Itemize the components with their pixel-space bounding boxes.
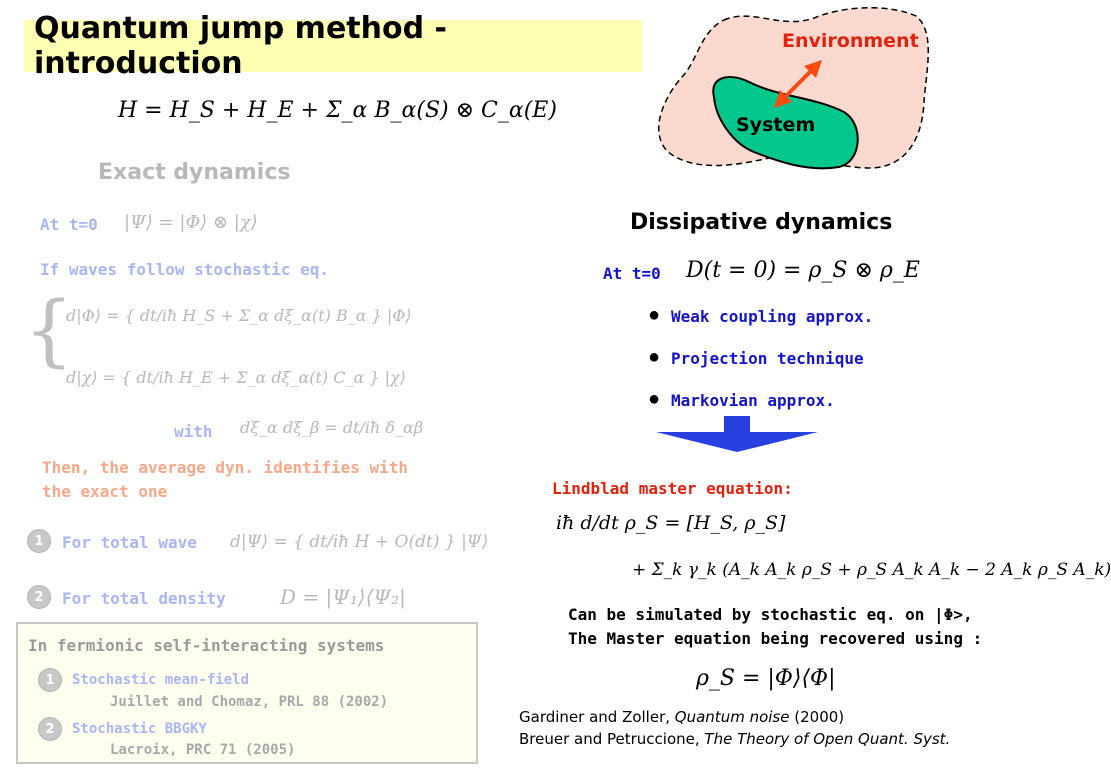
simulated-text-1: Can be simulated by stochastic eq. on |Φ>, <box>568 605 973 624</box>
right-at-t0-equation: D(t = 0) = ρ_S ⊗ ρ_E <box>686 258 920 283</box>
fermionic-item-2-badge: 2 <box>38 717 62 741</box>
environment-label: Environment <box>782 30 919 52</box>
bullet-weak-coupling: Weak coupling approx. <box>671 307 874 326</box>
average-dynamics-text-2: the exact one <box>42 482 168 501</box>
total-density-number-badge: 2 <box>27 585 51 609</box>
fermionic-item-1-ref: Juillet and Chomaz, PRL 88 (2002) <box>110 694 389 710</box>
average-dynamics-text-1: Then, the average dyn. identifies with <box>42 458 409 477</box>
bullet-dot-2: ● <box>648 346 661 368</box>
left-at-t0-equation: |Ψ⟩ = |Φ⟩ ⊗ |χ⟩ <box>124 212 258 233</box>
total-wave-number-badge: 1 <box>27 529 51 553</box>
bullet-projection: Projection technique <box>671 349 864 368</box>
fermionic-item-1-label: Stochastic mean-field <box>72 672 250 688</box>
lindblad-equation-line2: + Σ_k γ_k (A_k A_k ρ_S + ρ_S A_k A_k − 2 A_k ρ_S A_k) <box>632 560 1111 580</box>
reference-2 <box>519 730 950 748</box>
left-at-t0-label: At t=0 <box>40 215 98 234</box>
fermionic-item-1-badge: 1 <box>38 668 62 692</box>
lindblad-equation-line1: iħ d/dt ρ_S = [H_S, ρ_S] <box>556 512 786 534</box>
total-density-equation: D = |Ψ₁⟩⟨Ψ₂| <box>280 585 406 609</box>
fermionic-heading: In fermionic self-interacting systems <box>28 636 385 655</box>
right-at-t0-label: At t=0 <box>603 264 661 283</box>
bullet-dot-3: ● <box>648 388 661 410</box>
noise-correlation-eq: dξ_α dξ_β = dt/iħ δ_αβ <box>240 418 424 437</box>
environment-system-diagram <box>654 2 934 174</box>
fermionic-item-2-label: Stochastic BBGKY <box>72 721 207 737</box>
dissipative-dynamics-heading: Dissipative dynamics <box>630 210 893 235</box>
reference-1 <box>519 708 844 726</box>
system-label: System <box>736 114 816 136</box>
fermionic-item-2-ref: Lacroix, PRC 71 (2005) <box>110 742 296 758</box>
with-label: with <box>174 422 213 441</box>
stochastic-eq-chi: d|χ⟩ = { dt/iħ H_E + Σ_α dξ_α(t) C_α } |χ⟩ <box>66 368 406 387</box>
reference-1-authors: Gardiner and Zoller, <box>519 708 675 726</box>
fermionic-systems-box <box>16 622 478 764</box>
reference-1-title: Quantum noise <box>674 708 790 726</box>
bullet-dot-1: ● <box>648 304 661 326</box>
reference-2-title: The Theory of Open Quant. Syst. <box>704 730 951 748</box>
total-density-label: For total density <box>62 589 226 608</box>
down-arrow-icon <box>656 416 818 452</box>
exact-dynamics-heading: Exact dynamics <box>98 160 291 185</box>
bullet-markovian: Markovian approx. <box>671 391 835 410</box>
system-brace: { <box>24 286 74 376</box>
simulated-text-2: The Master equation being recovered using : <box>568 629 983 648</box>
slide-title: Quantum jump method -introduction <box>24 20 642 72</box>
waves-stochastic-label: If waves follow stochastic eq. <box>40 260 329 279</box>
hamiltonian-equation: H = H_S + H_E + Σ_α B_α(S) ⊗ C_α(E) <box>118 98 557 123</box>
total-wave-equation: d|Ψ⟩ = { dt/iħ H + O(dt) } |Ψ⟩ <box>230 532 489 552</box>
reference-1-year: (2000) <box>789 708 845 726</box>
reference-2-authors: Breuer and Petruccione, <box>519 730 705 748</box>
lindblad-label: Lindblad master equation: <box>552 479 793 498</box>
total-wave-label: For total wave <box>62 533 197 552</box>
rho-reconstruction-equation: ρ_S = |Φ⟩⟨Φ| <box>696 666 836 691</box>
stochastic-eq-phi: d|Φ⟩ = { dt/iħ H_S + Σ_α dξ_α(t) B_α } |Φ⟩ <box>66 306 412 325</box>
